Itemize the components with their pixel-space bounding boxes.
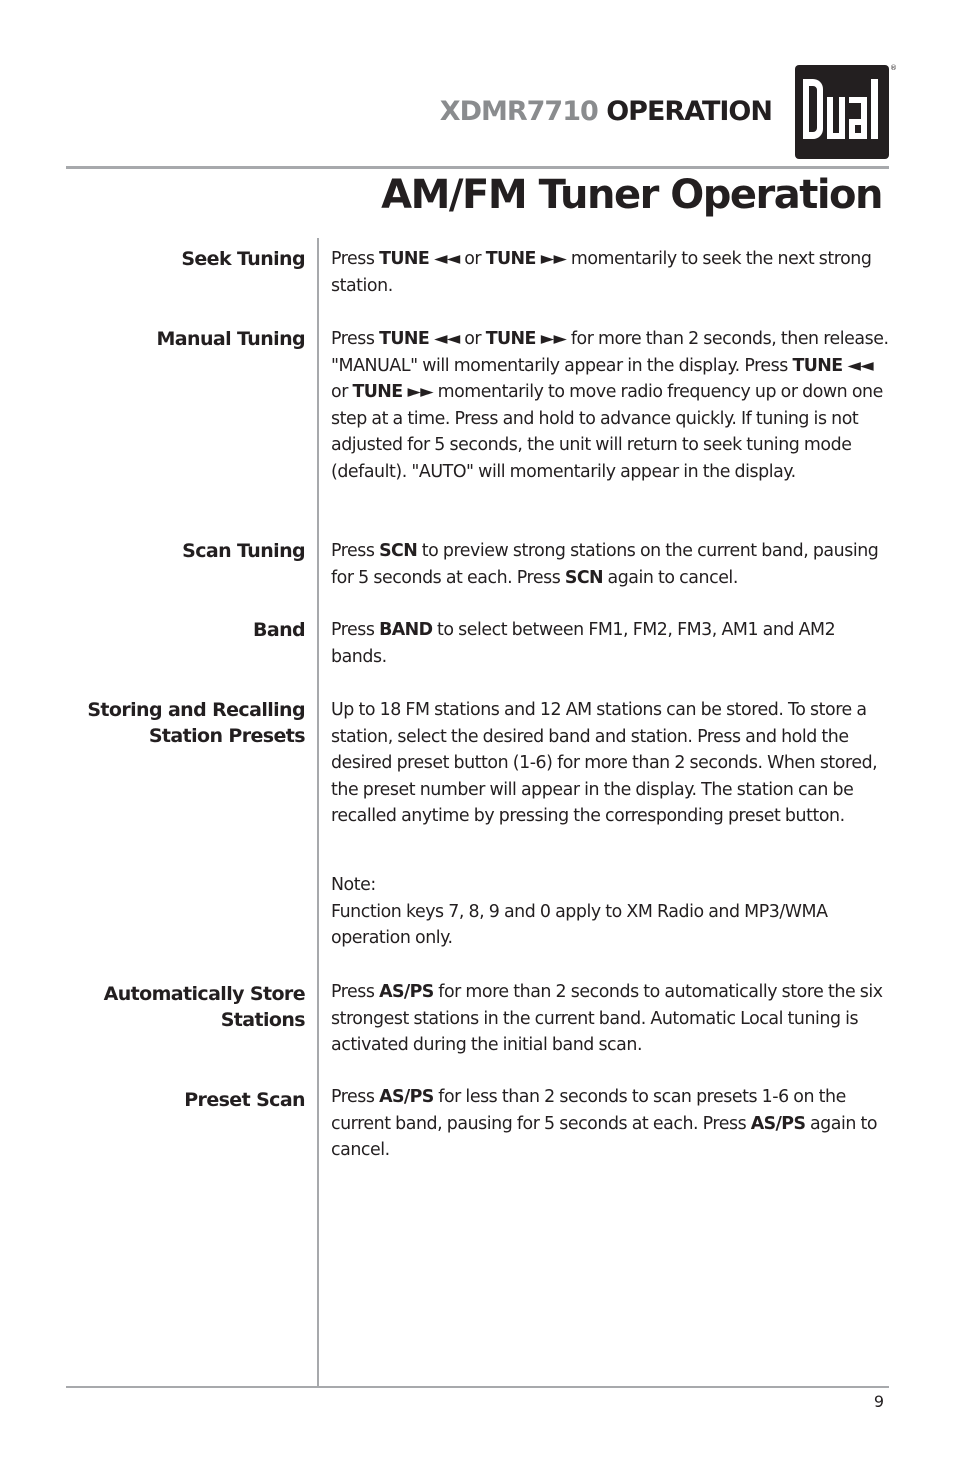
key-scn: SCN [379,541,418,561]
label-storing-presets: Storing and Recalling Station Presets [87,699,305,747]
registered-mark: ® [890,64,897,72]
rewind-icon: ◄◄ [842,355,873,376]
key-asps: AS/PS [379,982,434,1002]
note-text: Function keys 7, 8, 9 and 0 apply to XM Radio and MP3/WMA operation only. [331,901,828,949]
key-asps: AS/PS [750,1113,806,1134]
operation-word: OPERATION [597,96,772,127]
key-tune: TUNE [379,329,430,349]
column-divider [317,238,319,1388]
label-band: Band [252,619,305,641]
fast-forward-icon: ►► [535,329,567,349]
bottom-divider [66,1386,889,1388]
text-storing-presets: Up to 18 FM stations and 12 AM stations can be stored. To store a station, select the desired band and station. Press and hold the desired preset button (1-6) for more than 2 seconds. When stored, the preset number will appear in the display. The station can be recalled anytime by pressing the corresponding preset button. [331,700,878,827]
fast-forward-icon: ►► [535,249,567,269]
presets-note [331,872,891,952]
dual-logo [795,65,889,159]
key-tune: TUNE [485,329,536,349]
key-tune: TUNE [352,382,403,403]
text-auto-store: Press AS/PS for more than 2 seconds to automatically store the six strongest stations in the current band. Automatic Local tuning is activated during the initial band scan. [331,982,883,1056]
page-number: 9 [873,1392,884,1411]
key-scn: SCN [564,567,603,588]
label-seek-tuning: Seek Tuning [181,248,305,270]
key-tune: TUNE [792,355,843,376]
label-auto-store: Automatically Store Stations [103,983,305,1031]
rewind-icon: ◄◄ [429,329,460,349]
model-number: XDMR7710 [439,96,598,127]
key-tune: TUNE [379,249,430,269]
text-seek-tuning: Press TUNE ◄◄ or TUNE ►► momentarily to seek the next strong station. [331,249,872,296]
label-manual-tuning: Manual Tuning [156,328,305,350]
page-title: AM/FM Tuner Operation [381,172,882,218]
text-band: Press BAND to select between FM1, FM2, FM3, AM1 and AM2 bands. [331,620,836,667]
key-asps: AS/PS [379,1087,434,1107]
text-manual-tuning: Press TUNE ◄◄ or TUNE ►► for more than 2 seconds, then release. "MANUAL" will momentarily appear in the display. Press TUNE ◄◄ or TUNE ►► momentarily to move radio frequency up or down one step at a time. Press and hold to advance quickly. If tuning is not adjusted for 5 seconds, the unit will return to seek tuning mode (default). "AUTO" will momentarily appear in the display. [331,329,889,482]
fast-forward-icon: ►► [402,382,434,403]
header-title [440,96,772,127]
key-band: BAND [379,620,433,640]
text-preset-scan: Press AS/PS for less than 2 seconds to scan presets 1-6 on the current band, pausing for 5 seconds at each. Press AS/PS again to cancel. [331,1087,878,1161]
key-tune: TUNE [485,249,536,269]
rewind-icon: ◄◄ [429,249,460,269]
note-label: Note: [331,875,376,895]
top-divider [66,166,889,169]
label-preset-scan: Preset Scan [184,1089,305,1111]
text-scan-tuning: Press SCN to preview strong stations on the current band, pausing for 5 seconds at each. Press SCN again to cancel. [331,541,879,588]
label-scan-tuning: Scan Tuning [182,540,305,562]
